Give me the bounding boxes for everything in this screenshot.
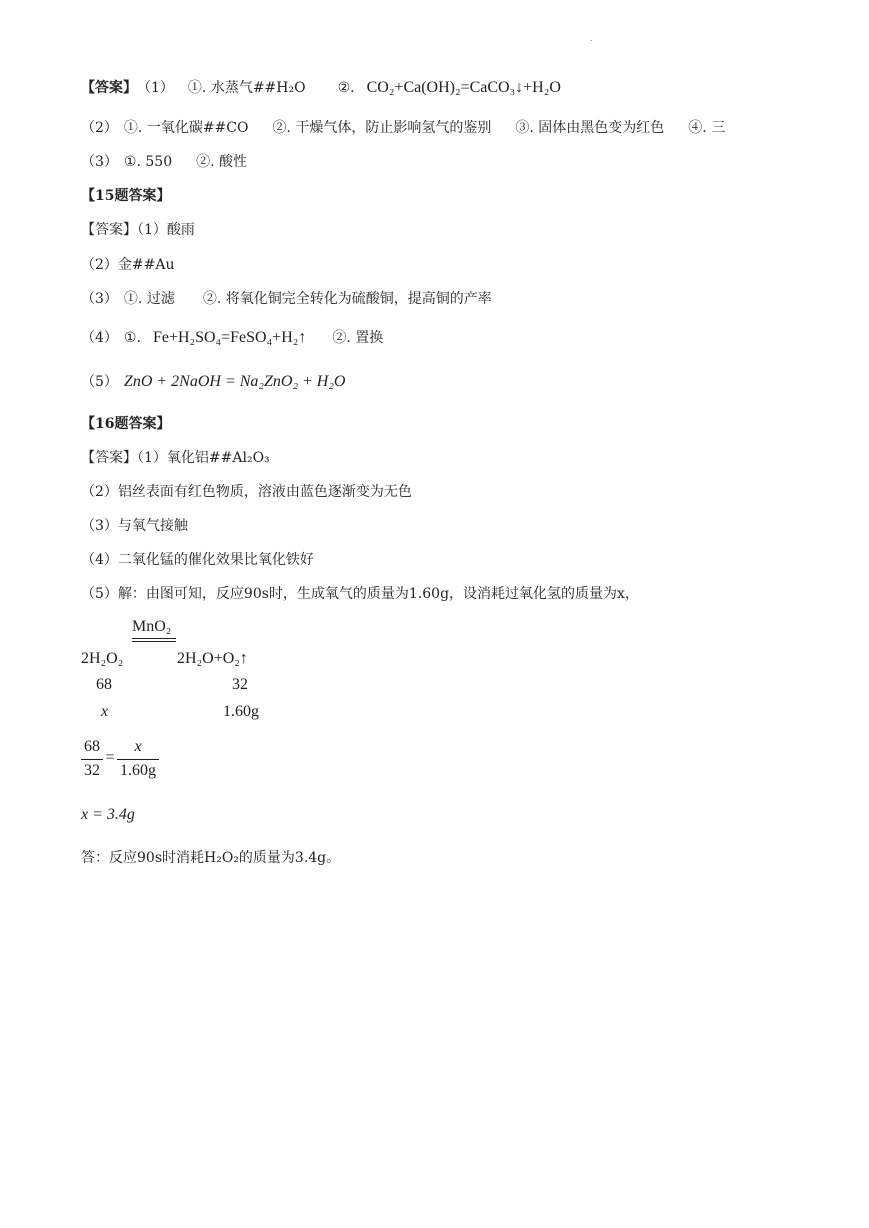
answer-item: ①. 一氧化碳##CO	[123, 120, 249, 136]
answer-16-line-4: （4）二氧化锰的催化效果比氧化铁好	[81, 552, 314, 568]
answer-15-line-1: 【答案】（1）酸雨	[81, 222, 195, 238]
answer-16-line-1: 【答案】（1）氧化铝##Al₂O₃	[81, 450, 270, 466]
equals-bar-bottom	[132, 641, 176, 642]
part-label: （5）	[81, 374, 118, 390]
reactant-mass: 68	[96, 676, 112, 693]
answer-15-line-4	[81, 328, 383, 348]
part-label: （4）	[81, 330, 118, 346]
answer-14-line-3	[81, 152, 247, 172]
answer-item: ②. 酸性	[196, 154, 248, 170]
answer-16-line-5: （5）解：由图可知，反应90s时，生成氧气的质量为1.60g，设消耗过氧化氢的质量为x，	[81, 586, 639, 602]
answer-16-line-3: （3）与氧气接触	[81, 518, 188, 534]
equals-bar-top	[132, 638, 176, 639]
answer-15-line-5	[81, 372, 345, 392]
answer-14-line-1	[81, 78, 561, 98]
chemical-equation: Fe+H₂SO₄=FeSO₄+H₂↑	[152, 329, 307, 346]
chemical-equation: CO₂+Ca(OH)₂=CaCO₃↓+H₂O	[366, 79, 561, 96]
answer-item-label: ②.	[337, 80, 355, 96]
answer-item: ①. 过滤	[123, 291, 175, 307]
frac-left-num: 68	[84, 738, 100, 755]
frac-right-num: x	[134, 738, 142, 755]
section-title-15: 【15题答案】	[81, 188, 171, 204]
frac-left-bar	[81, 759, 103, 760]
answer-item: ①. 550	[123, 154, 173, 170]
part-label: （1）	[137, 80, 174, 96]
frac-left-den: 32	[84, 762, 100, 779]
answer-15-line-2: （2）金##Au	[81, 257, 175, 273]
catalyst-label: MnO₂	[132, 618, 172, 635]
answer-item: ④. 三	[688, 120, 726, 136]
answer-item: ①. 水蒸气##H₂O	[187, 80, 306, 96]
answer-item: ③. 固体由黑色变为红色	[515, 120, 665, 136]
product-value: 1.60g	[223, 703, 259, 720]
frac-right-bar	[117, 759, 159, 760]
answer-16-line-2: （2）铝丝表面有红色物质，溶液由蓝色逐渐变为无色	[81, 484, 412, 500]
header-dot: .	[590, 34, 593, 43]
reactant-formula: 2H₂O₂	[81, 650, 124, 667]
answer-item: ②. 干燥气体，防止影响氢气的鉴别	[272, 120, 492, 136]
reactant-unknown: x	[101, 703, 109, 720]
answer-item: ②. 置换	[332, 330, 384, 346]
result-equation: x = 3.4g	[81, 806, 135, 823]
part-label: （3）	[81, 154, 118, 170]
frac-right-den: 1.60g	[120, 762, 156, 779]
final-answer: 答：反应90s时消耗H₂O₂的质量为3.4g。	[81, 850, 341, 866]
part-label: （3）	[81, 291, 118, 307]
answer-item-label: ①.	[123, 330, 141, 346]
answer-item: ②. 将氧化铜完全转化为硫酸铜，提高铜的产率	[202, 291, 492, 307]
answer-15-line-3	[81, 289, 492, 309]
product-mass: 32	[232, 676, 248, 693]
section-title-16: 【16题答案】	[81, 416, 171, 432]
part-label: （2）	[81, 120, 118, 136]
chemical-equation: ZnO + 2NaOH = Na₂ZnO₂ + H₂O	[123, 373, 346, 390]
frac-equals: =	[105, 749, 115, 766]
answer-prefix: 【答案】	[81, 80, 137, 96]
product-formula: 2H₂O+O₂↑	[177, 650, 248, 667]
answer-14-line-2	[81, 118, 725, 138]
